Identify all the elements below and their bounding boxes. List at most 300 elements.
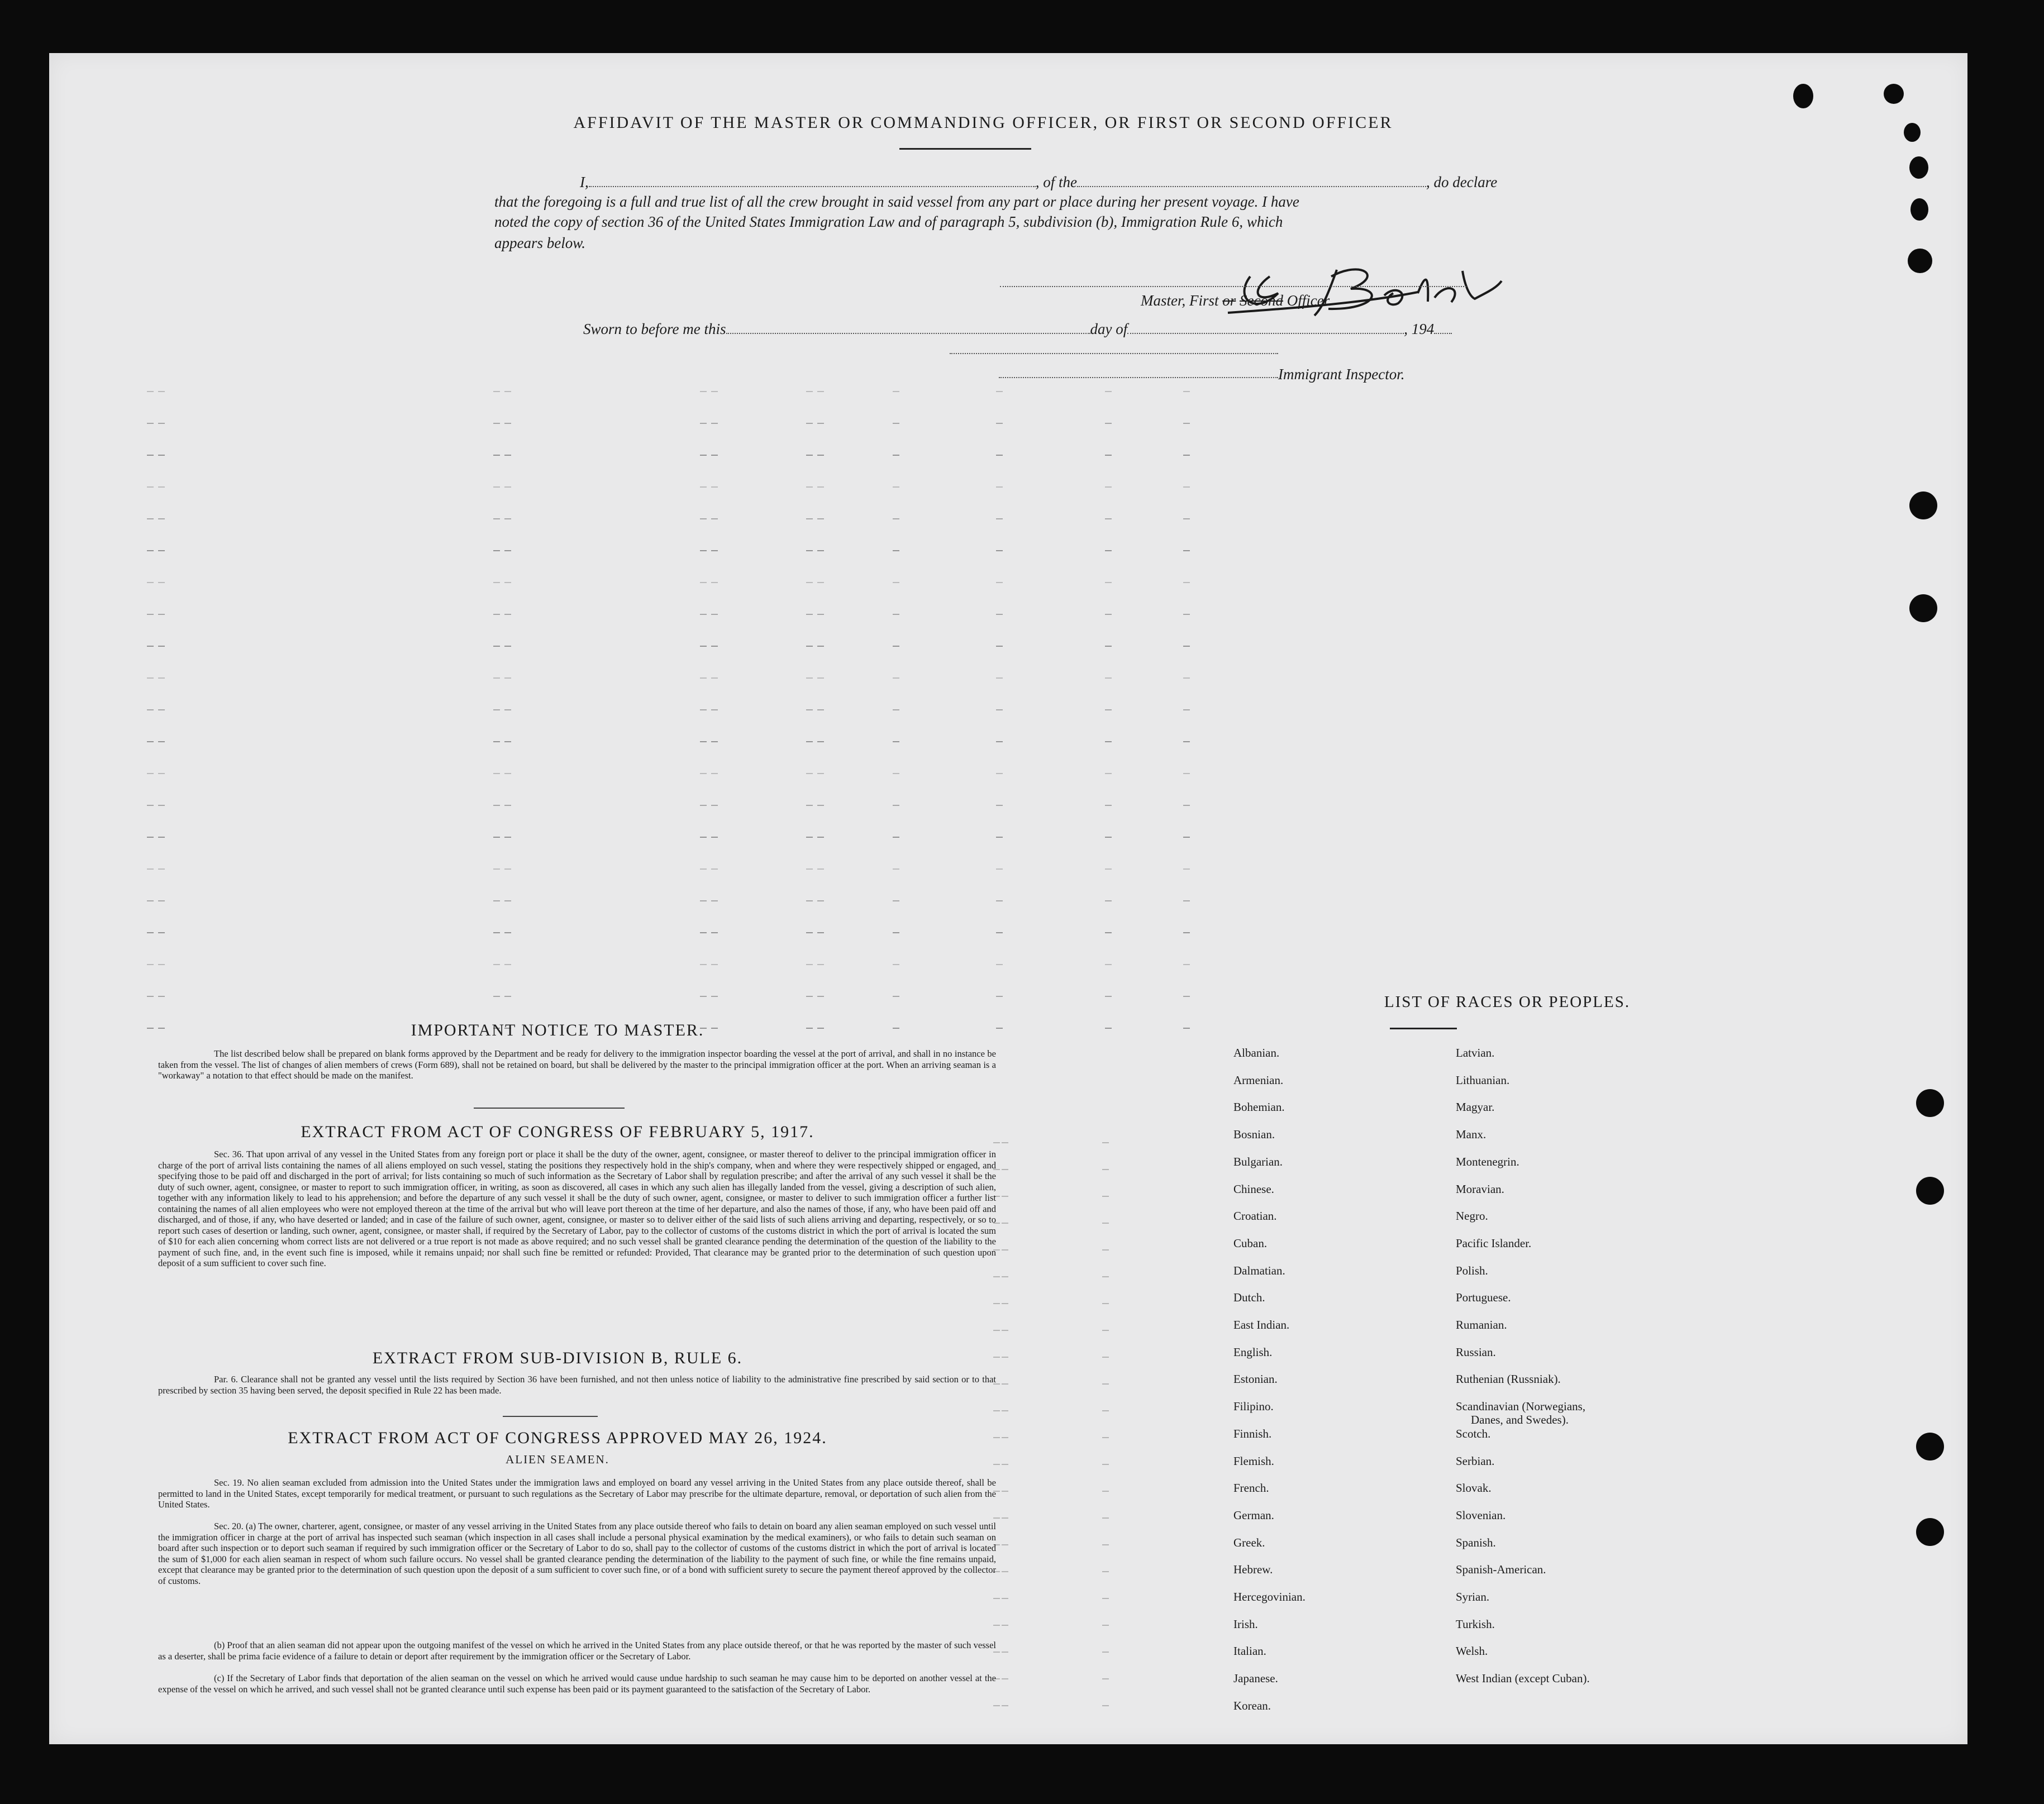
- extract-rule6-body: Par. 6. Clearance shall not be granted any vessel until the lists required by Section 36 have been furnished, and not then unless notice of liability to the administrative fine prescribed by said section or to that prescribed by section 35 having been served, the deposit specified in Rule 22 has been made.: [158, 1374, 996, 1396]
- ruling-dash: [700, 741, 707, 742]
- race-left-item: German.: [1233, 1508, 1274, 1522]
- ruling-dash: [1183, 805, 1190, 806]
- ruling-dash: [711, 486, 718, 488]
- sworn-line: [583, 319, 1566, 339]
- signer-officer: Officer.: [1287, 292, 1332, 309]
- ruling-dash: [806, 646, 813, 647]
- ruling-dash: [1102, 1142, 1109, 1143]
- ruling-dash: [158, 423, 165, 424]
- signer-title: [1141, 290, 1332, 311]
- ruling-dash: [1105, 646, 1112, 647]
- ruling-dash: [817, 646, 824, 647]
- ruling-dash: [711, 550, 718, 551]
- ruling-dash: [996, 964, 1003, 965]
- race-right-item: Slovak.: [1456, 1481, 1492, 1495]
- ruling-dash: [1105, 709, 1112, 710]
- ruling-dash: [806, 964, 813, 965]
- ruling-dash: [158, 805, 165, 806]
- ruling-dash: [1002, 1410, 1008, 1411]
- ruling-dash: [893, 709, 899, 710]
- ruling-dash: [996, 455, 1003, 456]
- sworn-date-field[interactable]: [726, 333, 1090, 334]
- race-left-item: Italian.: [1233, 1644, 1266, 1658]
- ruling-dash: [493, 423, 500, 424]
- ruling-dash: [806, 741, 813, 742]
- ruling-dash: [1002, 1357, 1008, 1358]
- ruling-dash: [700, 582, 707, 583]
- ruling-dash: [493, 486, 500, 488]
- ruling-dash: [996, 1028, 1003, 1029]
- ruling-dash: [147, 900, 154, 901]
- ruling-dash: [893, 677, 899, 679]
- ruling-dash: [700, 837, 707, 838]
- race-right-item: Spanish-American.: [1456, 1563, 1546, 1577]
- declarant-name-field[interactable]: [589, 186, 1036, 187]
- ruling-dash: [1183, 996, 1190, 997]
- ruling-dash: [817, 932, 824, 933]
- ink-blot: [1904, 123, 1921, 142]
- ruling-dash: [147, 391, 154, 392]
- ruling-dash: [1002, 1625, 1008, 1626]
- ruling-dash: [1105, 423, 1112, 424]
- notice-title: IMPORTANT NOTICE TO MASTER.: [411, 1021, 704, 1039]
- punch-hole: [1916, 1089, 1944, 1117]
- ruling-dash: [158, 550, 165, 551]
- ruling-dash: [1102, 1410, 1109, 1411]
- ruling-dash: [1002, 1303, 1008, 1304]
- ruling-dash: [1102, 1491, 1109, 1492]
- ruling-dash: [1102, 1678, 1109, 1679]
- ruling-dash: [817, 709, 824, 710]
- ruling-dash: [893, 518, 899, 519]
- ruling-dash: [893, 741, 899, 742]
- ruling-dash: [996, 423, 1003, 424]
- race-left-item: English.: [1233, 1345, 1273, 1359]
- ruling-dash: [806, 486, 813, 488]
- ruling-dash: [1183, 646, 1190, 647]
- ruling-dash: [504, 486, 511, 488]
- ruling-dash: [996, 646, 1003, 647]
- ruling-dash: [1002, 1464, 1008, 1465]
- ruling-dash: [996, 805, 1003, 806]
- ruling-dash: [893, 582, 899, 583]
- ruling-dash: [504, 964, 511, 965]
- extract-1924-sec20b: (b) Proof that an alien seaman did not appear upon the outgoing manifest of the vessel on which he arrived in the United States from any place outside thereof, or that he was reported by the master of such vessel as a deserter, shall be prima facie evidence of a failure to detain or deport after requirement by the immigration officer or the Secretary of Labor.: [158, 1640, 996, 1662]
- inspector-line-2[interactable]: [999, 377, 1278, 378]
- ruling-dash: [1105, 614, 1112, 615]
- ruling-dash: [996, 518, 1003, 519]
- race-right-item: Latvian.: [1456, 1046, 1495, 1060]
- ruling-dash: [493, 932, 500, 933]
- ruling-dash: [893, 423, 899, 424]
- ruling-dash: [1102, 1169, 1109, 1170]
- ruling-dash: [493, 550, 500, 551]
- ruling-dash: [996, 677, 1003, 679]
- ruling-dash: [504, 582, 511, 583]
- ruling-dash: [893, 900, 899, 901]
- race-right-item: Magyar.: [1456, 1100, 1495, 1114]
- ruling-dash: [1102, 1571, 1109, 1572]
- ruling-dash: [504, 455, 511, 456]
- ruling-dash: [700, 868, 707, 870]
- ruling-dash: [1183, 741, 1190, 742]
- ruling-dash: [806, 582, 813, 583]
- ruling-dash: [1102, 1598, 1109, 1599]
- race-right-item: Danes, and Swedes).: [1471, 1413, 1569, 1427]
- ruling-dash: [1183, 486, 1190, 488]
- declaration-line-4: appears below.: [494, 235, 585, 251]
- ruling-dash: [1105, 868, 1112, 870]
- ruling-dash: [817, 550, 824, 551]
- ruling-dash: [1102, 1652, 1109, 1653]
- race-left-item: Armenian.: [1233, 1073, 1284, 1087]
- ruling-dash: [806, 932, 813, 933]
- punch-hole: [1916, 1518, 1944, 1546]
- extract-1924-sec20a: Sec. 20. (a) The owner, charterer, agent, consignee, or master of any vessel arriving in the United States from any place outside thereof who fails to detain on board any alien seaman employed on such vessel until the immigration officer in charge at the port of arrival has inspected such seaman (which inspection in all cases shall include a personal physical examination by the medical examiners), or who fails to detain such seaman on board after such inspection or to deport such seaman if required by such immigration officer or the Secretary of Labor to do so, shall pay to the collector of customs of the customs district in which the port of arrival is located the sum of $1,000 for each alien seaman in respect of whom such failure occurs. No vessel shall be granted clearance pending the determination of the liability to the payment of such fine, or while the fine remains unpaid, except that clearance may be granted prior to the determination of such question upon the deposit of a sum sufficient to cover such fine, or of a bond with sufficient surety to secure the payment thereof approved by the collector of customs.: [158, 1521, 996, 1586]
- declarant-prefix: I,: [580, 174, 589, 190]
- ruling-dash: [493, 868, 500, 870]
- race-right-item: Scandinavian (Norwegians,: [1456, 1400, 1586, 1414]
- ruling-dash: [1105, 964, 1112, 965]
- vessel-name-field[interactable]: [1077, 186, 1426, 187]
- race-left-item: Hercegovinian.: [1233, 1590, 1306, 1603]
- ruling-dash: [1102, 1249, 1109, 1251]
- race-right-item: Scotch.: [1456, 1426, 1491, 1440]
- ruling-dash: [504, 900, 511, 901]
- race-left-item: Bosnian.: [1233, 1128, 1275, 1142]
- ruling-dash: [993, 1705, 1000, 1706]
- ruling-dash: [700, 518, 707, 519]
- ruling-dash: [1102, 1303, 1109, 1304]
- ruling-dash: [1102, 1464, 1109, 1465]
- ruling-dash: [996, 550, 1003, 551]
- ruling-dash: [1002, 1652, 1008, 1653]
- race-right-item: Pacific Islander.: [1456, 1236, 1532, 1250]
- ruling-dash: [493, 646, 500, 647]
- ruling-dash: [1102, 1196, 1109, 1197]
- ruling-dash: [711, 582, 718, 583]
- ruling-dash: [817, 964, 824, 965]
- ruling-dash: [504, 550, 511, 551]
- ruling-dash: [893, 773, 899, 774]
- race-left-item: Greek.: [1233, 1535, 1265, 1549]
- ruling-dash: [493, 805, 500, 806]
- ruling-dash: [1002, 1491, 1008, 1492]
- race-left-item: East Indian.: [1233, 1318, 1290, 1331]
- ruling-dash: [700, 646, 707, 647]
- ruling-dash: [700, 964, 707, 965]
- sworn-day-of: day of: [1090, 321, 1128, 337]
- extract-1924-sec20c: (c) If the Secretary of Labor finds that deportation of the alien seaman on the vessel on which he arrived would cause undue hardship to such seaman he may cause him to be deported on another vessel at the expense of the vessel on which he arrived, and such vessel shall not be granted clearance until such expense has been paid or its payment guaranteed to the satisfaction of the Secretary of Labor.: [158, 1673, 996, 1695]
- ruling-dash: [711, 773, 718, 774]
- race-left-item: Finnish.: [1233, 1426, 1272, 1440]
- races-underline: [1390, 1028, 1457, 1029]
- ruling-dash: [493, 709, 500, 710]
- ruling-dash: [493, 455, 500, 456]
- race-left-item: Flemish.: [1233, 1454, 1274, 1468]
- sworn-year: , 194: [1404, 321, 1435, 337]
- ruling-dash: [806, 805, 813, 806]
- race-right-item: West Indian (except Cuban).: [1456, 1672, 1590, 1686]
- ruling-dash: [1102, 1276, 1109, 1277]
- ruling-dash: [1183, 423, 1190, 424]
- ruling-dash: [147, 773, 154, 774]
- ruling-dash: [817, 996, 824, 997]
- ruling-dash: [1002, 1330, 1008, 1331]
- ruling-dash: [806, 996, 813, 997]
- ruling-dash: [993, 1142, 1000, 1143]
- ruling-dash: [1183, 518, 1190, 519]
- ruling-dash: [996, 868, 1003, 870]
- ruling-dash: [1102, 1357, 1109, 1358]
- ruling-dash: [711, 391, 718, 392]
- ruling-dash: [1183, 773, 1190, 774]
- ruling-dash: [1002, 1517, 1008, 1519]
- ruling-dash: [1002, 1223, 1008, 1224]
- form-page: [49, 53, 1967, 1744]
- race-left-item: Dalmatian.: [1233, 1263, 1285, 1277]
- ruling-dash: [711, 805, 718, 806]
- race-left-item: French.: [1233, 1481, 1269, 1495]
- ruling-dash: [996, 996, 1003, 997]
- ruling-dash: [147, 837, 154, 838]
- ruling-dash: [1102, 1705, 1109, 1706]
- extract-1924-sec19: Sec. 19. No alien seaman excluded from admission into the United States under the immigration laws and employed on board any vessel arriving in the United States from any place outside thereof, shall be permitted to land in the United States, except temporarily for medical treatment, or pursuant to such regulations as the Secretary of Labor may prescribe for the ultimate departure, removal, or deportation of such alien from the United States.: [158, 1477, 996, 1510]
- ruling-dash: [493, 518, 500, 519]
- ruling-dash: [1002, 1437, 1008, 1438]
- ruling-dash: [1105, 932, 1112, 933]
- ruling-dash: [493, 582, 500, 583]
- ruling-dash: [996, 614, 1003, 615]
- race-right-item: Negro.: [1456, 1209, 1488, 1223]
- ruling-dash: [504, 805, 511, 806]
- affidavit-title: AFFIDAVIT OF THE MASTER OR COMMANDING OFFICER, OR FIRST OR SECOND OFFICER: [573, 113, 1393, 132]
- race-left-item: Irish.: [1233, 1617, 1258, 1631]
- ruling-dash: [1102, 1223, 1109, 1224]
- ink-blot: [1910, 198, 1928, 221]
- ruling-dash: [817, 741, 824, 742]
- ruling-dash: [1183, 550, 1190, 551]
- ruling-dash: [158, 868, 165, 870]
- ruling-dash: [700, 455, 707, 456]
- ruling-dash: [158, 964, 165, 965]
- extract-1924-title: EXTRACT FROM ACT OF CONGRESS APPROVED MAY 26, 1924.: [288, 1429, 827, 1447]
- ruling-dash: [158, 486, 165, 488]
- ruling-dash: [996, 582, 1003, 583]
- ruling-dash: [1102, 1383, 1109, 1385]
- ruling-dash: [1105, 677, 1112, 679]
- notice-body: The list described below shall be prepared on blank forms approved by the Department and be ready for delivery to the immigration inspector boarding the vessel at the port of arrival, and shall in no instance be taken from the vessel. The list of changes of alien members of crews (Form 689), shall not be retained on board, but shall be delivered by the master to the principal immigration officer at the port. When an arriving seaman is a "workaway" a notation to that effect should be made on the manifest.: [158, 1048, 996, 1081]
- ruling-dash: [806, 900, 813, 901]
- ruling-dash: [1002, 1249, 1008, 1251]
- ruling-dash: [993, 1303, 1000, 1304]
- ruling-dash: [147, 868, 154, 870]
- ruling-dash: [700, 391, 707, 392]
- ruling-dash: [1002, 1544, 1008, 1545]
- ruling-dash: [893, 996, 899, 997]
- ruling-dash: [893, 550, 899, 551]
- ruling-dash: [147, 518, 154, 519]
- ruling-dash: [1183, 1028, 1190, 1029]
- punch-hole: [1916, 1177, 1944, 1205]
- sworn-month-field[interactable]: [1127, 333, 1404, 334]
- ruling-dash: [147, 455, 154, 456]
- ruling-dash: [893, 805, 899, 806]
- race-left-item: Albanian.: [1233, 1046, 1280, 1060]
- ruling-dash: [711, 868, 718, 870]
- ruling-dash: [493, 996, 500, 997]
- signer-master: Master, First: [1141, 292, 1219, 309]
- ink-blot: [1884, 84, 1904, 104]
- ruling-dash: [806, 773, 813, 774]
- ruling-dash: [817, 805, 824, 806]
- ruling-dash: [893, 486, 899, 488]
- ruling-dash: [147, 646, 154, 647]
- race-left-item: Chinese.: [1233, 1182, 1274, 1196]
- ruling-dash: [147, 550, 154, 551]
- ruling-dash: [817, 423, 824, 424]
- sworn-year-field[interactable]: [1434, 333, 1452, 334]
- race-right-item: Ruthenian (Russniak).: [1456, 1372, 1561, 1386]
- signature-line[interactable]: [1000, 286, 1466, 287]
- ruling-dash: [1183, 868, 1190, 870]
- ruling-dash: [1102, 1437, 1109, 1438]
- declaration-line-2: that the foregoing is a full and true list of all the crew brought in said vessel from any part or place during her present voyage. I have: [494, 193, 1299, 210]
- ruling-dash: [1002, 1598, 1008, 1599]
- ruling-dash: [1183, 709, 1190, 710]
- ruling-dash: [806, 455, 813, 456]
- extract-1917-title: EXTRACT FROM ACT OF CONGRESS OF FEBRUARY 5, 1917.: [301, 1123, 814, 1141]
- ruling-dash: [504, 391, 511, 392]
- extract-1924-subtitle: ALIEN SEAMEN.: [506, 1453, 609, 1466]
- ruling-dash: [1183, 677, 1190, 679]
- ruling-dash: [493, 773, 500, 774]
- ruling-dash: [158, 582, 165, 583]
- ruling-dash: [996, 900, 1003, 901]
- declaration-line-1: [580, 172, 1557, 192]
- ruling-dash: [993, 1410, 1000, 1411]
- ruling-dash: [1183, 837, 1190, 838]
- ruling-dash: [711, 932, 718, 933]
- ruling-dash: [993, 1517, 1000, 1519]
- ruling-dash: [147, 996, 154, 997]
- ink-blot: [1909, 156, 1928, 179]
- ruling-dash: [1183, 932, 1190, 933]
- ruling-dash: [700, 614, 707, 615]
- ruling-dash: [806, 868, 813, 870]
- race-right-item: Manx.: [1456, 1128, 1486, 1142]
- ruling-dash: [700, 677, 707, 679]
- ruling-dash: [711, 423, 718, 424]
- ruling-dash: [806, 614, 813, 615]
- ruling-dash: [1105, 805, 1112, 806]
- races-title: LIST OF RACES OR PEOPLES.: [1384, 993, 1631, 1011]
- ruling-dash: [700, 709, 707, 710]
- ruling-dash: [1183, 582, 1190, 583]
- ruling-dash: [158, 932, 165, 933]
- ruling-dash: [993, 1330, 1000, 1331]
- ruling-dash: [893, 964, 899, 965]
- ruling-dash: [817, 677, 824, 679]
- ruling-dash: [504, 614, 511, 615]
- ruling-dash: [817, 614, 824, 615]
- race-left-item: Cuban.: [1233, 1236, 1268, 1250]
- extract-1917-body: Sec. 36. That upon arrival of any vessel in the United States from any foreign port or place it shall be the duty of the owner, agent, consignee, or master thereof to deliver to the principal immigration officer in charge of the port of arrival lists containing the names of all aliens employed on such vessel, stating the positions they respectively hold in the ship's company, when and where they were respectively shipped or engaged, and specifying those to be paid off and discharged in the port of arrival; for lists containing so much of such information as the Secretary of Labor shall by regulation prescribe; and after the arrival of any such vessel it shall be the duty of such owner, agent, consignee, or master to report to such immigration officer, in writing, as soon as discovered, all cases in which any such alien has illegally landed from the vessel, giving a description of such alien, together with any information likely to lead to his apprehension; and before the departure of any such vessel it shall be the duty of such owner, agent, consignee, or master to deliver to such immigration officer a further list containing the names of all alien employees who were not employed thereon at the time of the arrival but who will leave port thereon at the time of her departure, and also the names of those, if any, who have been paid off and discharged, and of those, if any, who have deserted or landed; and in case of the failure of such owner, agent, consignee, or master so to deliver either of the said lists of such aliens arriving and departing, respectively, or so to report such cases of desertion or landing, such owner, agent, consignee, or master shall, if required by the Secretary of Labor, pay to the collector of customs of the customs district in which the port of arrival is located the sum of $10 for each alien concerning whom correct lists are not delivered or a true report is not made as above required; and no such vessel shall be granted clearance pending the determination of the question of the liability to the payment of such fine, and, in the event such fine is imposed, while it remains unpaid; nor shall such fine be remitted or refunded: Provided, That clearance may be granted prior to the determination of such question upon deposit of a sum sufficient to cover such fine.: [158, 1149, 996, 1268]
- ruling-dash: [993, 1625, 1000, 1626]
- race-right-item: Polish.: [1456, 1263, 1488, 1277]
- ruling-dash: [1183, 900, 1190, 901]
- ruling-dash: [158, 677, 165, 679]
- ruling-dash: [711, 964, 718, 965]
- ruling-dash: [1105, 773, 1112, 774]
- do-declare-label: , do declare: [1426, 174, 1498, 190]
- of-the-label: , of the: [1035, 174, 1077, 190]
- race-left-item: Japanese.: [1233, 1672, 1278, 1686]
- ruling-dash: [711, 709, 718, 710]
- ruling-dash: [711, 518, 718, 519]
- notice-divider: [474, 1108, 625, 1109]
- ruling-dash: [700, 486, 707, 488]
- race-left-item: Bulgarian.: [1233, 1154, 1283, 1168]
- ruling-dash: [1105, 518, 1112, 519]
- declaration-line-3: noted the copy of section 36 of the United States Immigration Law and of paragraph 5, subdivision (b), Immigration Rule 6, which: [494, 213, 1283, 230]
- inspector-line-1[interactable]: [950, 353, 1278, 354]
- ruling-dash: [817, 518, 824, 519]
- ruling-dash: [806, 550, 813, 551]
- ruling-dash: [817, 486, 824, 488]
- ruling-dash: [147, 1028, 154, 1029]
- race-right-item: Serbian.: [1456, 1454, 1495, 1468]
- ruling-dash: [493, 391, 500, 392]
- ruling-dash: [806, 391, 813, 392]
- ruling-dash: [711, 646, 718, 647]
- ruling-dash: [1105, 486, 1112, 488]
- ruling-dash: [700, 773, 707, 774]
- ruling-dash: [817, 837, 824, 838]
- ruling-dash: [504, 773, 511, 774]
- ruling-dash: [1105, 996, 1112, 997]
- ruling-dash: [504, 677, 511, 679]
- ruling-dash: [893, 868, 899, 870]
- ruling-dash: [158, 773, 165, 774]
- race-right-item: Welsh.: [1456, 1644, 1488, 1658]
- ruling-dash: [493, 614, 500, 615]
- ink-blot: [1908, 249, 1932, 273]
- race-left-item: Korean.: [1233, 1698, 1271, 1712]
- ruling-dash: [817, 773, 824, 774]
- ruling-dash: [147, 486, 154, 488]
- ruling-dash: [1105, 582, 1112, 583]
- ruling-dash: [493, 900, 500, 901]
- ruling-dash: [504, 646, 511, 647]
- ruling-dash: [147, 741, 154, 742]
- race-right-item: Slovenian.: [1456, 1508, 1506, 1522]
- race-right-item: Rumanian.: [1456, 1318, 1507, 1331]
- ruling-dash: [893, 837, 899, 838]
- ruling-dash: [493, 741, 500, 742]
- ruling-dash: [504, 837, 511, 838]
- ruling-dash: [147, 964, 154, 965]
- ruling-dash: [996, 486, 1003, 488]
- ruling-dash: [996, 391, 1003, 392]
- ruling-dash: [700, 550, 707, 551]
- ruling-dash: [806, 423, 813, 424]
- race-right-item: Turkish.: [1456, 1617, 1495, 1631]
- ruling-dash: [711, 900, 718, 901]
- ruling-dash: [996, 837, 1003, 838]
- ruling-dash: [1102, 1330, 1109, 1331]
- ruling-dash: [493, 837, 500, 838]
